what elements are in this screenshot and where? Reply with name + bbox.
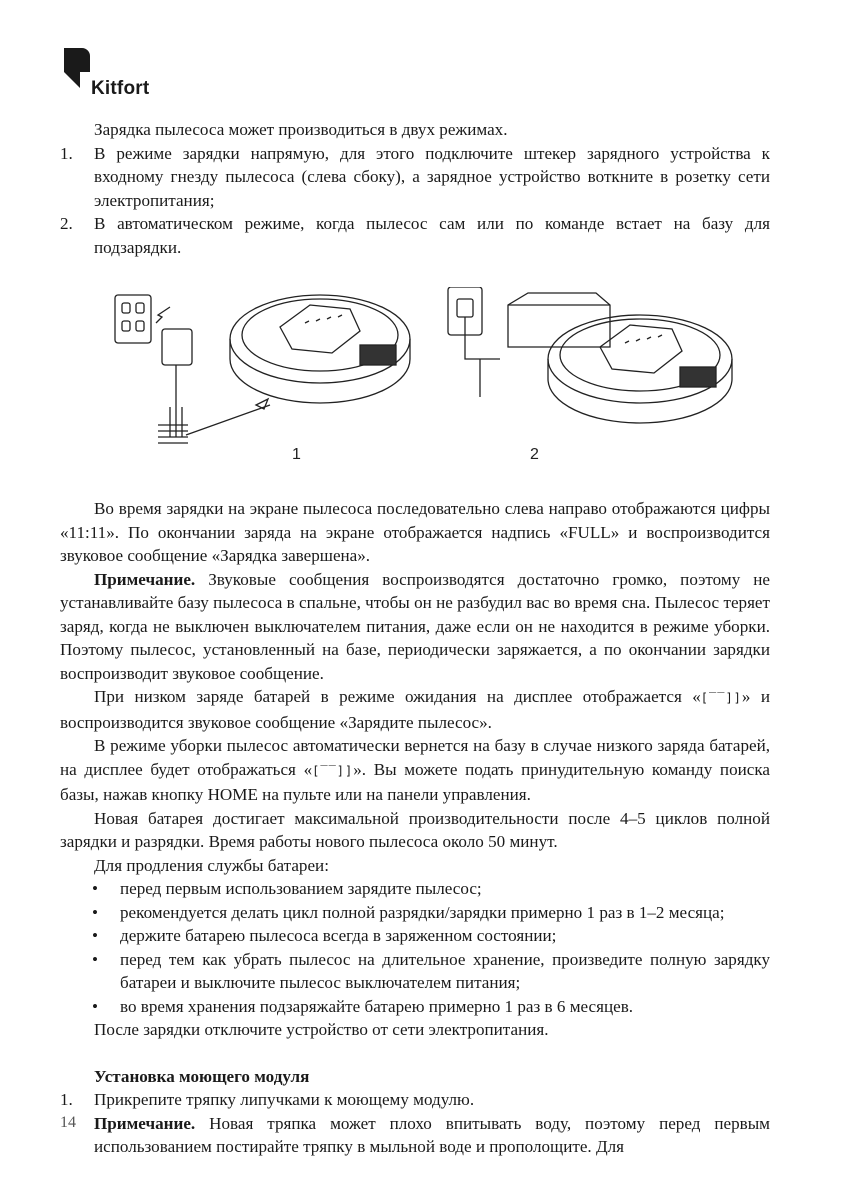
note-text: Звуковые сообщения воспроизводятся достаточно громко, поэтому не устанавливайте базу пылесоса в спальне, чтобы он не разбудил вас во время сна. Пылесос теряет заряд, когда не выключен выключателем питания, даже если он не находится в режиме уборки. Поэтому пылесос, установленный на базе, периодически заряжается, а по окончании зарядки воспроизводит звуковое сообщение. (60, 569, 770, 683)
page-number: 14 (60, 1114, 76, 1131)
new-battery-text: Новая батарея достигает максимальной производительности после 4–5 циклов полной зарядки и разрядки. Время работы нового пылесоса около 50 минут. (60, 808, 770, 851)
text-part: ». Вы можете подать принудительную команду поиска базы, нажав кнопку HOME на пульте или на панели управления. (60, 759, 770, 804)
list-text: держите батарею пылесоса всегда в заряженном состоянии; (120, 926, 557, 945)
list-text: Прикрепите тряпку липучками к моющему модулю. (94, 1090, 475, 1109)
list-item: • перед тем как убрать пылесос на длительное хранение, произведите полную зарядку батареи и выключите пылесос выключателем питания; (60, 948, 770, 995)
document-body (60, 118, 770, 1159)
battery-life-intro: Для продления службы батареи: (94, 855, 329, 875)
intro-text: Зарядка пылесоса может производиться в двух режимах. (94, 120, 508, 139)
charging-display-text: Во время зарядки на экране пылесоса последовательно слева направо отображаются цифры «11:11». По окончании заряда на экране отображается надпись «FULL» и воспроизводится звуковое сообщение «Зарядка завершена». (60, 499, 770, 565)
list-text: во время хранения подзаряжайте батарею примерно 1 раз в 6 месяцев. (120, 996, 634, 1016)
after-charging-text: После зарядки отключите устройство от сети электропитания. (94, 1020, 549, 1039)
low-battery-text (60, 685, 770, 734)
list-item: • рекомендуется делать цикл полной разрядки/зарядки примерно 1 раз в 1–2 месяца; (60, 901, 770, 925)
text-part: В режиме уборки пылесос автоматически вернется на базу в случае низкого заряда батарей, на дисплее будет отображаться « (60, 736, 770, 779)
list-text: перед первым использованием зарядите пылесос; (120, 879, 482, 898)
mop-step-1 (60, 1088, 770, 1112)
charging-mode-1 (60, 142, 770, 213)
list-item: • во время хранения подзаряжайте батарею примерно 1 раз в 6 месяцев. (60, 995, 770, 1019)
figure-label-2: 2 (530, 446, 539, 463)
brand-logo (64, 48, 174, 104)
list-item: • перед первым использованием зарядите пылесос; (60, 877, 770, 901)
charger-adapter-icon (162, 329, 192, 365)
list-number: 2. (60, 214, 73, 233)
note-label: Примечание. (94, 569, 196, 589)
robot-vacuum-2 (548, 315, 732, 403)
list-text: перед тем как убрать пылесос на длительное хранение, произведите полную зарядку батареи и выключите пылесос выключателем питания; (120, 949, 770, 992)
charging-mode-2 (60, 212, 770, 259)
note-label: Примечание. (94, 1113, 196, 1133)
charging-illustration (60, 287, 770, 475)
note-text: Новая тряпка может плохо впитывать воду, поэтому перед первым использованием постирайте тряпку в мыльной воде и прополощите. Для (94, 1113, 770, 1156)
section-title: Установка моющего модуля (94, 1066, 310, 1086)
kitfort-logo-icon (64, 48, 90, 94)
note-paragraph-1 (60, 568, 770, 686)
list-item: • держите батарею пылесоса всегда в заряженном состоянии; (60, 924, 770, 948)
figure-label-1: 1 (292, 446, 301, 463)
list-number: 1. (60, 143, 73, 163)
wall-outlet-icon (115, 295, 151, 343)
list-number: 1. (60, 1090, 73, 1109)
list-text: В автоматическом режиме, когда пылесос сам или по команде встает на базу для подзарядки. (94, 214, 770, 257)
list-text: В режиме зарядки напрямую, для этого подключите штекер зарядного устройства к входному гнезду пылесоса (слева сбоку), а зарядное устройство воткните в розетку сети электропитания; (94, 143, 770, 210)
text-part: При низком заряде батарей в режиме ожидания на дисплее отображается « (94, 687, 701, 706)
section-heading (60, 1065, 770, 1089)
text-part: » и воспроизводится звуковое сообщение «Зарядите пылесос». (60, 687, 770, 732)
note-paragraph-2 (60, 1112, 770, 1159)
brand-name: Kitfort (91, 78, 150, 99)
robot-vacuum-1 (230, 295, 410, 383)
low-battery-glyph: [‾‾]] (700, 691, 742, 705)
charging-diagram (60, 287, 770, 475)
low-battery-glyph: [‾‾]] (312, 763, 354, 778)
return-to-base-text (60, 734, 770, 807)
list-text: рекомендуется делать цикл полной разрядки/зарядки примерно 1 раз в 1–2 месяца; (120, 902, 725, 922)
